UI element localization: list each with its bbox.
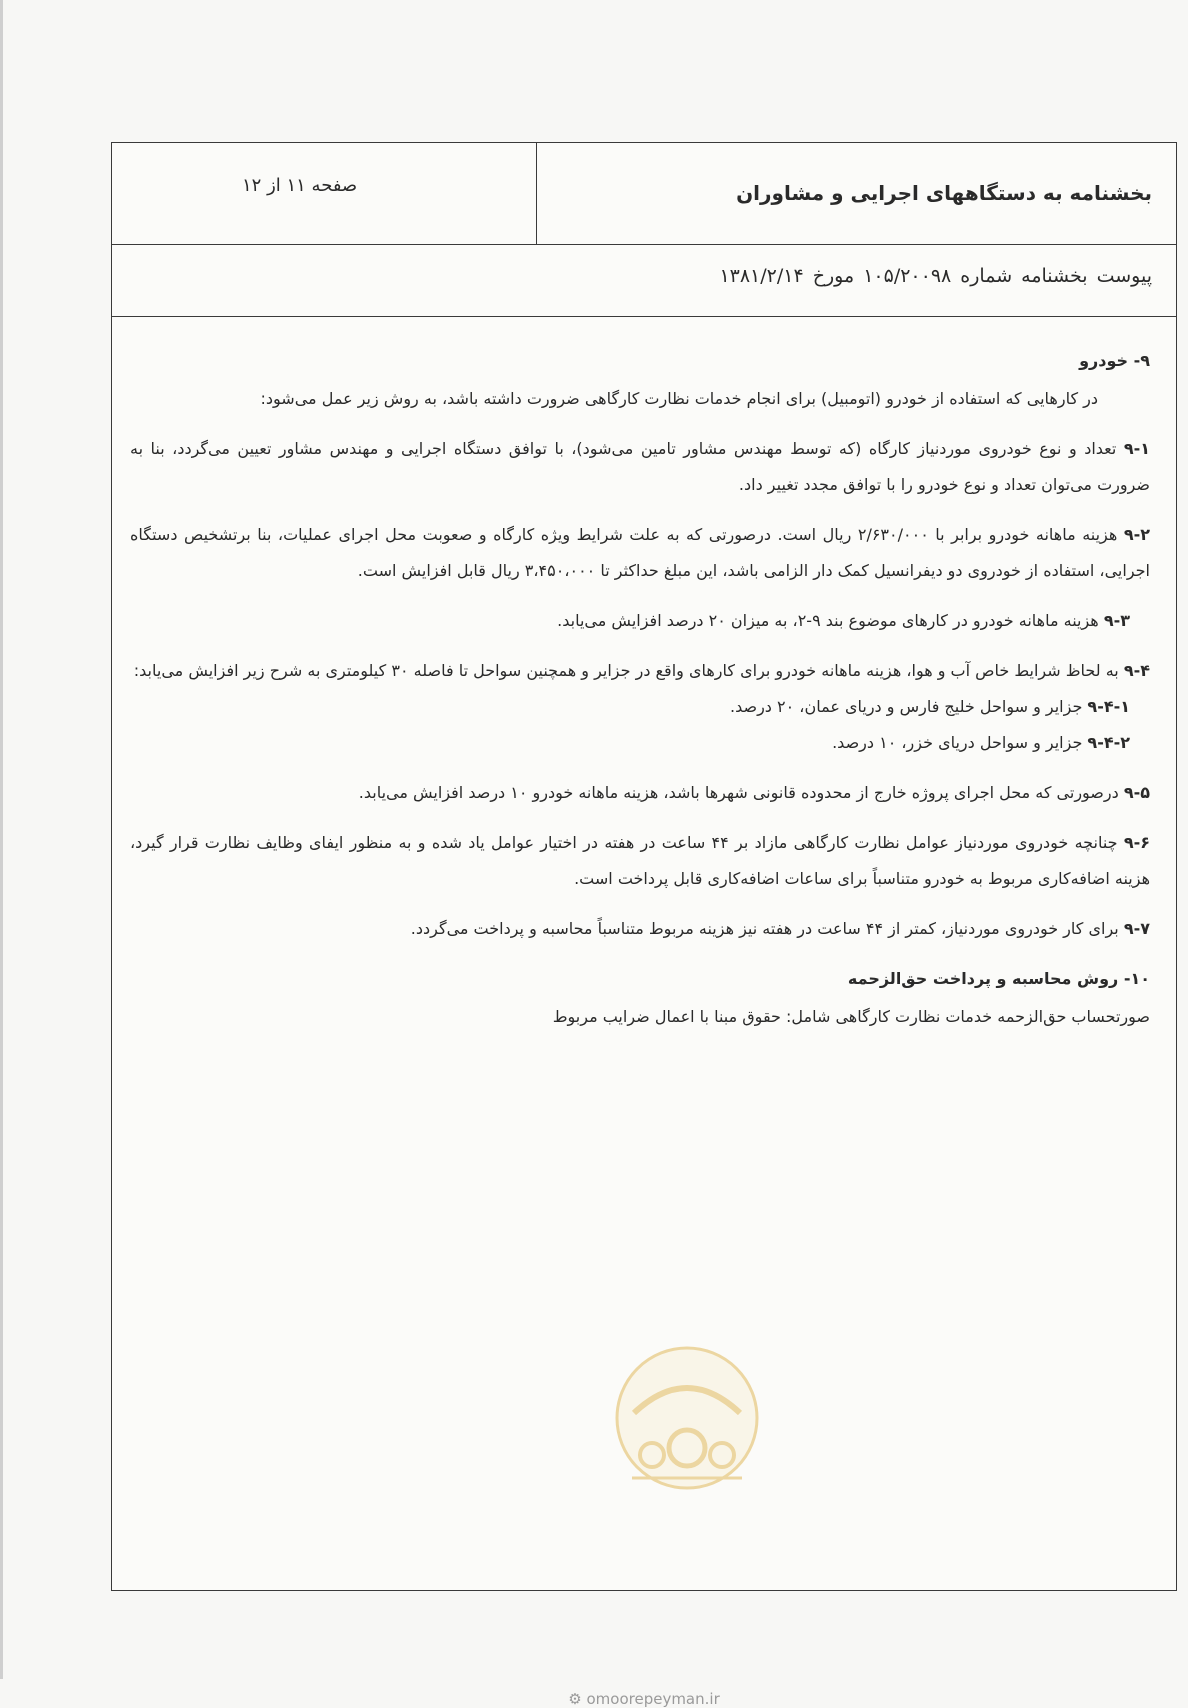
item-9-2 — [130, 517, 1150, 589]
section-10-heading: ۱۰- روش محاسبه و پرداخت حق‌الزحمه — [847, 969, 1150, 988]
item-9-3 — [130, 603, 1150, 639]
watermark-seal-icon — [612, 1343, 762, 1493]
header-divider — [536, 143, 537, 245]
scan-edge — [0, 0, 3, 1679]
item-text: چنانچه خودروی موردنیاز عوامل نظارت کارگاهی مازاد بر ۴۴ ساعت در هفته در اختیار عوامل یاد شده و به منظور ایفای وظایف نظارت قرار گیرد، هزینه اضافه‌کاری مربوط به خودرو متناسباً برای ساعات اضافه‌کاری قابل پرداخت است. — [130, 833, 1150, 888]
header-row — [112, 143, 1176, 245]
item-number: ۹-۴-۱ — [1087, 697, 1130, 716]
section-9-heading: ۹- خودرو — [1079, 351, 1150, 370]
section-9-intro: در کارهایی که استفاده از خودرو (اتومبیل) برای انجام خدمات نظارت کارگاهی ضرورت داشته باشد، به روش زیر عمل می‌شود: — [260, 389, 1098, 408]
item-text: برای کار خودروی موردنیاز، کمتر از ۴۴ ساعت در هفته نیز هزینه مربوط متناسباً محاسبه و پرداخت می‌گردد. — [410, 919, 1124, 938]
circular-title: بخشنامه به دستگاههای اجرایی و مشاوران — [736, 181, 1152, 205]
item-number: ۹-۷ — [1123, 919, 1150, 938]
item-text: جزایر و سواحل دریای خزر، ۱۰ درصد. — [832, 733, 1088, 752]
page-number: صفحه ۱۱ از ۱۲ — [242, 175, 358, 196]
item-number: ۹-۵ — [1123, 783, 1150, 802]
item-number: ۹-۴-۲ — [1087, 733, 1130, 752]
item-text: به لحاظ شرایط خاص آب و هوا، هزینه ماهانه خودرو برای کارهای واقع در جزایر و همچنین سواحل تا فاصله ۳۰ کیلومتری به شرح زیر افزایش می‌یابد: — [133, 661, 1124, 680]
item-text: درصورتی که محل اجرای پروژه خارج از محدوده قانونی شهرها باشد، هزینه ماهانه خودرو ۱۰ درصد افزایش می‌یابد. — [358, 783, 1124, 802]
item-number: ۹-۶ — [1123, 833, 1151, 852]
item-9-6 — [130, 825, 1150, 897]
document-frame — [111, 142, 1177, 1708]
item-9-4 — [130, 653, 1150, 689]
item-text: تعداد و نوع خودروی موردنیاز کارگاه (که توسط مهندس مشاور تامین می‌شود)، با توافق دستگاه اجرایی و مهندس مشاور تعیین می‌گردد، بنا به ضرورت می‌توان تعداد و نوع خودرو را با توافق مجدد تغییر داد. — [130, 439, 1150, 494]
item-number: ۹-۴ — [1123, 661, 1150, 680]
item-text: جزایر و سواحل خلیج فارس و دریای عمان، ۲۰ درصد. — [730, 697, 1088, 716]
item-9-5 — [130, 775, 1150, 811]
website-footer: ⚙ omoorepeyman.ir — [568, 1690, 720, 1708]
item-9-4-1 — [130, 689, 1150, 725]
item-9-7 — [130, 911, 1150, 947]
item-9-4-2 — [130, 725, 1150, 761]
item-number: ۹-۲ — [1123, 525, 1151, 544]
item-number: ۹-۳ — [1103, 611, 1130, 630]
item-text: هزینه ماهانه خودرو برابر با ۲/۶۳۰/۰۰۰ ریال است. درصورتی که به علت شرایط ویژه کارگاه و صعوبت محل اجرای عملیات، بنا برتشخیص دستگاه اجرایی، استفاده از خودروی دو دیفرانسیل کمک دار الزامی باشد، این مبلغ حداکثر تا ۳،۴۵۰،۰۰۰ ریال قابل افزایش است. — [130, 525, 1150, 580]
attachment-row — [112, 245, 1176, 317]
item-9-1 — [130, 431, 1150, 503]
document-body — [130, 343, 1150, 1035]
item-text: هزینه ماهانه خودرو در کارهای موضوع بند ۹-۲، به میزان ۲۰ درصد افزایش می‌یابد. — [557, 611, 1104, 630]
section-10-text: صورتحساب حق‌الزحمه خدمات نظارت کارگاهی شامل: حقوق مبنا با اعمال ضرایب مربوط — [552, 1007, 1150, 1026]
attachment-reference: پیوست بخشنامه شماره ۱۰۵/۲۰۰۹۸ مورخ ۱۳۸۱/۲/۱۴ — [719, 265, 1152, 287]
item-number: ۹-۱ — [1123, 439, 1150, 458]
website-text: omoorepeyman.ir — [586, 1690, 720, 1708]
